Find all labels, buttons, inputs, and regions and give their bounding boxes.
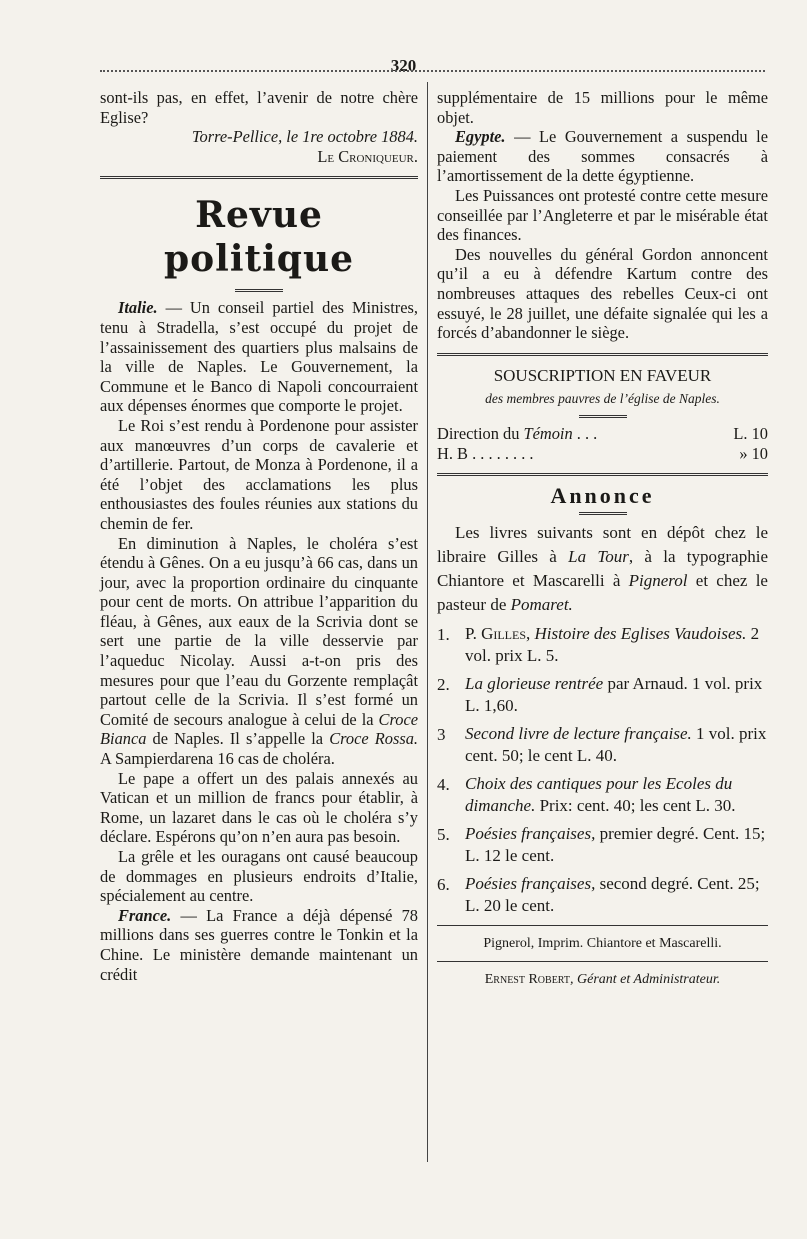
annonce-pomaret: Pomaret. [510,594,573,614]
souscription-row-label: H. B [437,443,468,463]
book-number: 1. [437,624,450,644]
annonce-ornament-rule [579,512,627,515]
souscription-row-amount: L. 10 [733,423,768,443]
annonce-intro-c: et chez le pasteur de [437,570,768,614]
continuation-paragraph: supplémentaire de 15 millions pour le même objet. [437,88,768,127]
souscription-row-label: Direction du [437,423,524,443]
cholera-paragraph [100,534,418,769]
book-details: par Arnaud. 1 vol. prix L. 1,60. [465,673,763,715]
gerant-role: , Gérant et Administrateur. [570,972,721,988]
souscription-title: SOUSCRIPTION EN FAVEUR [493,365,712,385]
pape-paragraph: Le pape a offert un des palais annexés au Vatican et un million de francs pour établir, à Rome, un lazaret dans le cas où le choléra s’y déclare. Espérons qu’on n’en aura pas besoin. [100,768,418,847]
book-details: Prix: cent. 40; les cent L. 30. [535,795,736,815]
egypte-lead: Egypte. [455,127,506,147]
roi-paragraph: Le Roi s’est rendu à Pordenone pour assister aux manœuvres d’un corps de cavalerie et d’artillerie. Partout, de Monza à Pordenone, il a été l’objet des acclamations les plus enthousiastes des foules réunies aux stations du chemin de fer. [100,415,418,533]
book-number: 5. [437,824,450,844]
gerant-name: Ernest Robert [484,972,570,988]
italie-paragraph [100,298,418,416]
book-item [437,773,768,817]
book-title: Poésies françaises, [465,873,596,893]
france-lead: France. [118,905,172,925]
croce-bianca: Croce Bianca [100,709,418,749]
left-column [100,88,418,984]
gordon-paragraph: Des nouvelles du général Gordon annoncent qu’il a eu à défendre Kartum contre des nombreuses attaques des rebelles Ceux-ci ont essuyé, le 28 juillet, une défaite signalée qui les a forcés d’abandonner le siège. [437,244,768,343]
souscription-row [437,444,768,464]
column-divider [427,82,428,1162]
book-details: second degré. Cent. 25; L. 20 le cent. [465,873,760,915]
section-title: Revue politique [163,194,355,281]
section-rule [100,176,418,179]
book-number: 3 [437,724,446,744]
croce-rossa: Croce Rossa. [329,729,419,749]
signature: Le Croniqueur. [317,146,418,166]
france-paragraph [100,906,418,984]
annonce-intro-a: Les livres suivants sont en dépôt chez le libraire Gilles à [437,522,768,566]
book-number: 2. [437,674,450,694]
book-number: 6. [437,874,450,894]
italie-text: — Un conseil partiel des Ministres, tenu à Stradella, s’est occupé du projet de l’assainissement des quartiers plus malsains de la ville de Naples. Le Gouvernement, la Commune et le Banco di Napoli concourraient aux dépenses énormes que comporte le projet. [100,298,418,416]
closing-paragraph: sont-ils pas, en effet, l’avenir de notre chère Eglise? [100,88,418,127]
book-item [437,723,768,767]
souscription-row-amount: » 10 [739,443,768,463]
title-ornament-rule [235,289,283,292]
book-number: 4. [437,774,450,794]
book-title: La glorieuse rentrée [465,673,604,693]
place-date: Torre-Pellice, le 1re octobre 1884. [191,127,418,147]
book-item [437,823,768,867]
book-title: Second livre de lecture française. [465,723,692,743]
imprint: Pignerol, Imprim. Chiantore et Mascarelli. [483,935,722,951]
france-text: — La France a déjà dépensé 78 millions dans ses guerres contre le Tonkin et la Chine. Le ministère demande maintenant un crédit [100,905,418,984]
book-title: Poésies françaises, [465,823,596,843]
egypte-text: — Le Gouvernement a suspendu le paiement des sommes consacrés à l’amortissement de la dette égyptienne. [437,127,768,186]
souscription-row-label-italic: Témoin [523,423,573,443]
souscription-row-dots: . . . [572,423,598,443]
cholera-text-c: A Sampierdarena 16 cas de choléra. [100,749,335,769]
book-title: Histoire des Eglises Vaudoises. [534,623,747,643]
book-details: 2 vol. prix L. 5. [465,623,760,665]
grele-paragraph: La grêle et les ouragans ont causé beaucoup de dommages en plusieurs endroits d’Italie, spécialement au centre. [100,847,418,906]
page-number: 320 [390,56,417,75]
book-item [437,623,768,667]
gerant-line [437,970,768,990]
souscription-rule [437,353,768,356]
book-title: Choix des cantiques pour les Ecoles du dimanche. [465,773,733,815]
gerant-rule [437,961,768,962]
right-column [437,88,768,990]
header-rule [100,70,765,72]
souscription-subtitle: des membres pauvres de l’église de Naples. [485,391,720,407]
annonce-intro [437,521,768,617]
annonce-la-tour: La Tour [568,546,629,566]
egypte-paragraph [437,127,768,186]
book-author: P. Gilles, [465,623,535,643]
book-details: premier degré. Cent. 15; L. 12 le cent. [465,823,766,865]
souscription-row [437,424,768,444]
cholera-text-a: En diminution à Naples, le choléra s’est étendu à Gênes. On a eu jusqu’à 66 cas, dans un jour, avec la proportion ordinaire du cinquante pour cent de morts. On attribue l’apparition du fléau, à Gênes, aux eaux de la Scrivia dont se sert une partie de la ville desservie par l’aqueduc Nicolay. Aussi a-t-on pris des mesures pour que l’eau du Gorzente remplaçât partout celle de la Scrivia. Il s’est formé un Comité de secours analogue à celui de la [100,533,418,729]
annonce-rule [437,473,768,476]
annonce-pignerol: Pignerol [628,570,688,590]
book-item [437,873,768,917]
imprint-rule [437,925,768,926]
souscription-ornament-rule [579,415,627,418]
cholera-text-b: de Naples. Il s’appelle la [146,729,330,749]
book-details: 1 vol. prix cent. 50; le cent L. 40. [465,723,767,765]
annonce-intro-b: , à la typographie Chiantore et Mascarelli à [437,546,769,590]
souscription-row-dots: . . . . . . . . [467,443,534,463]
italie-lead: Italie. [118,298,158,318]
puissances-paragraph: Les Puissances ont protesté contre cette mesure conseillée par l’Angleterre et par le misérable état des finances. [437,185,768,245]
annonce-title: Annonce [550,483,655,509]
book-item [437,673,768,717]
